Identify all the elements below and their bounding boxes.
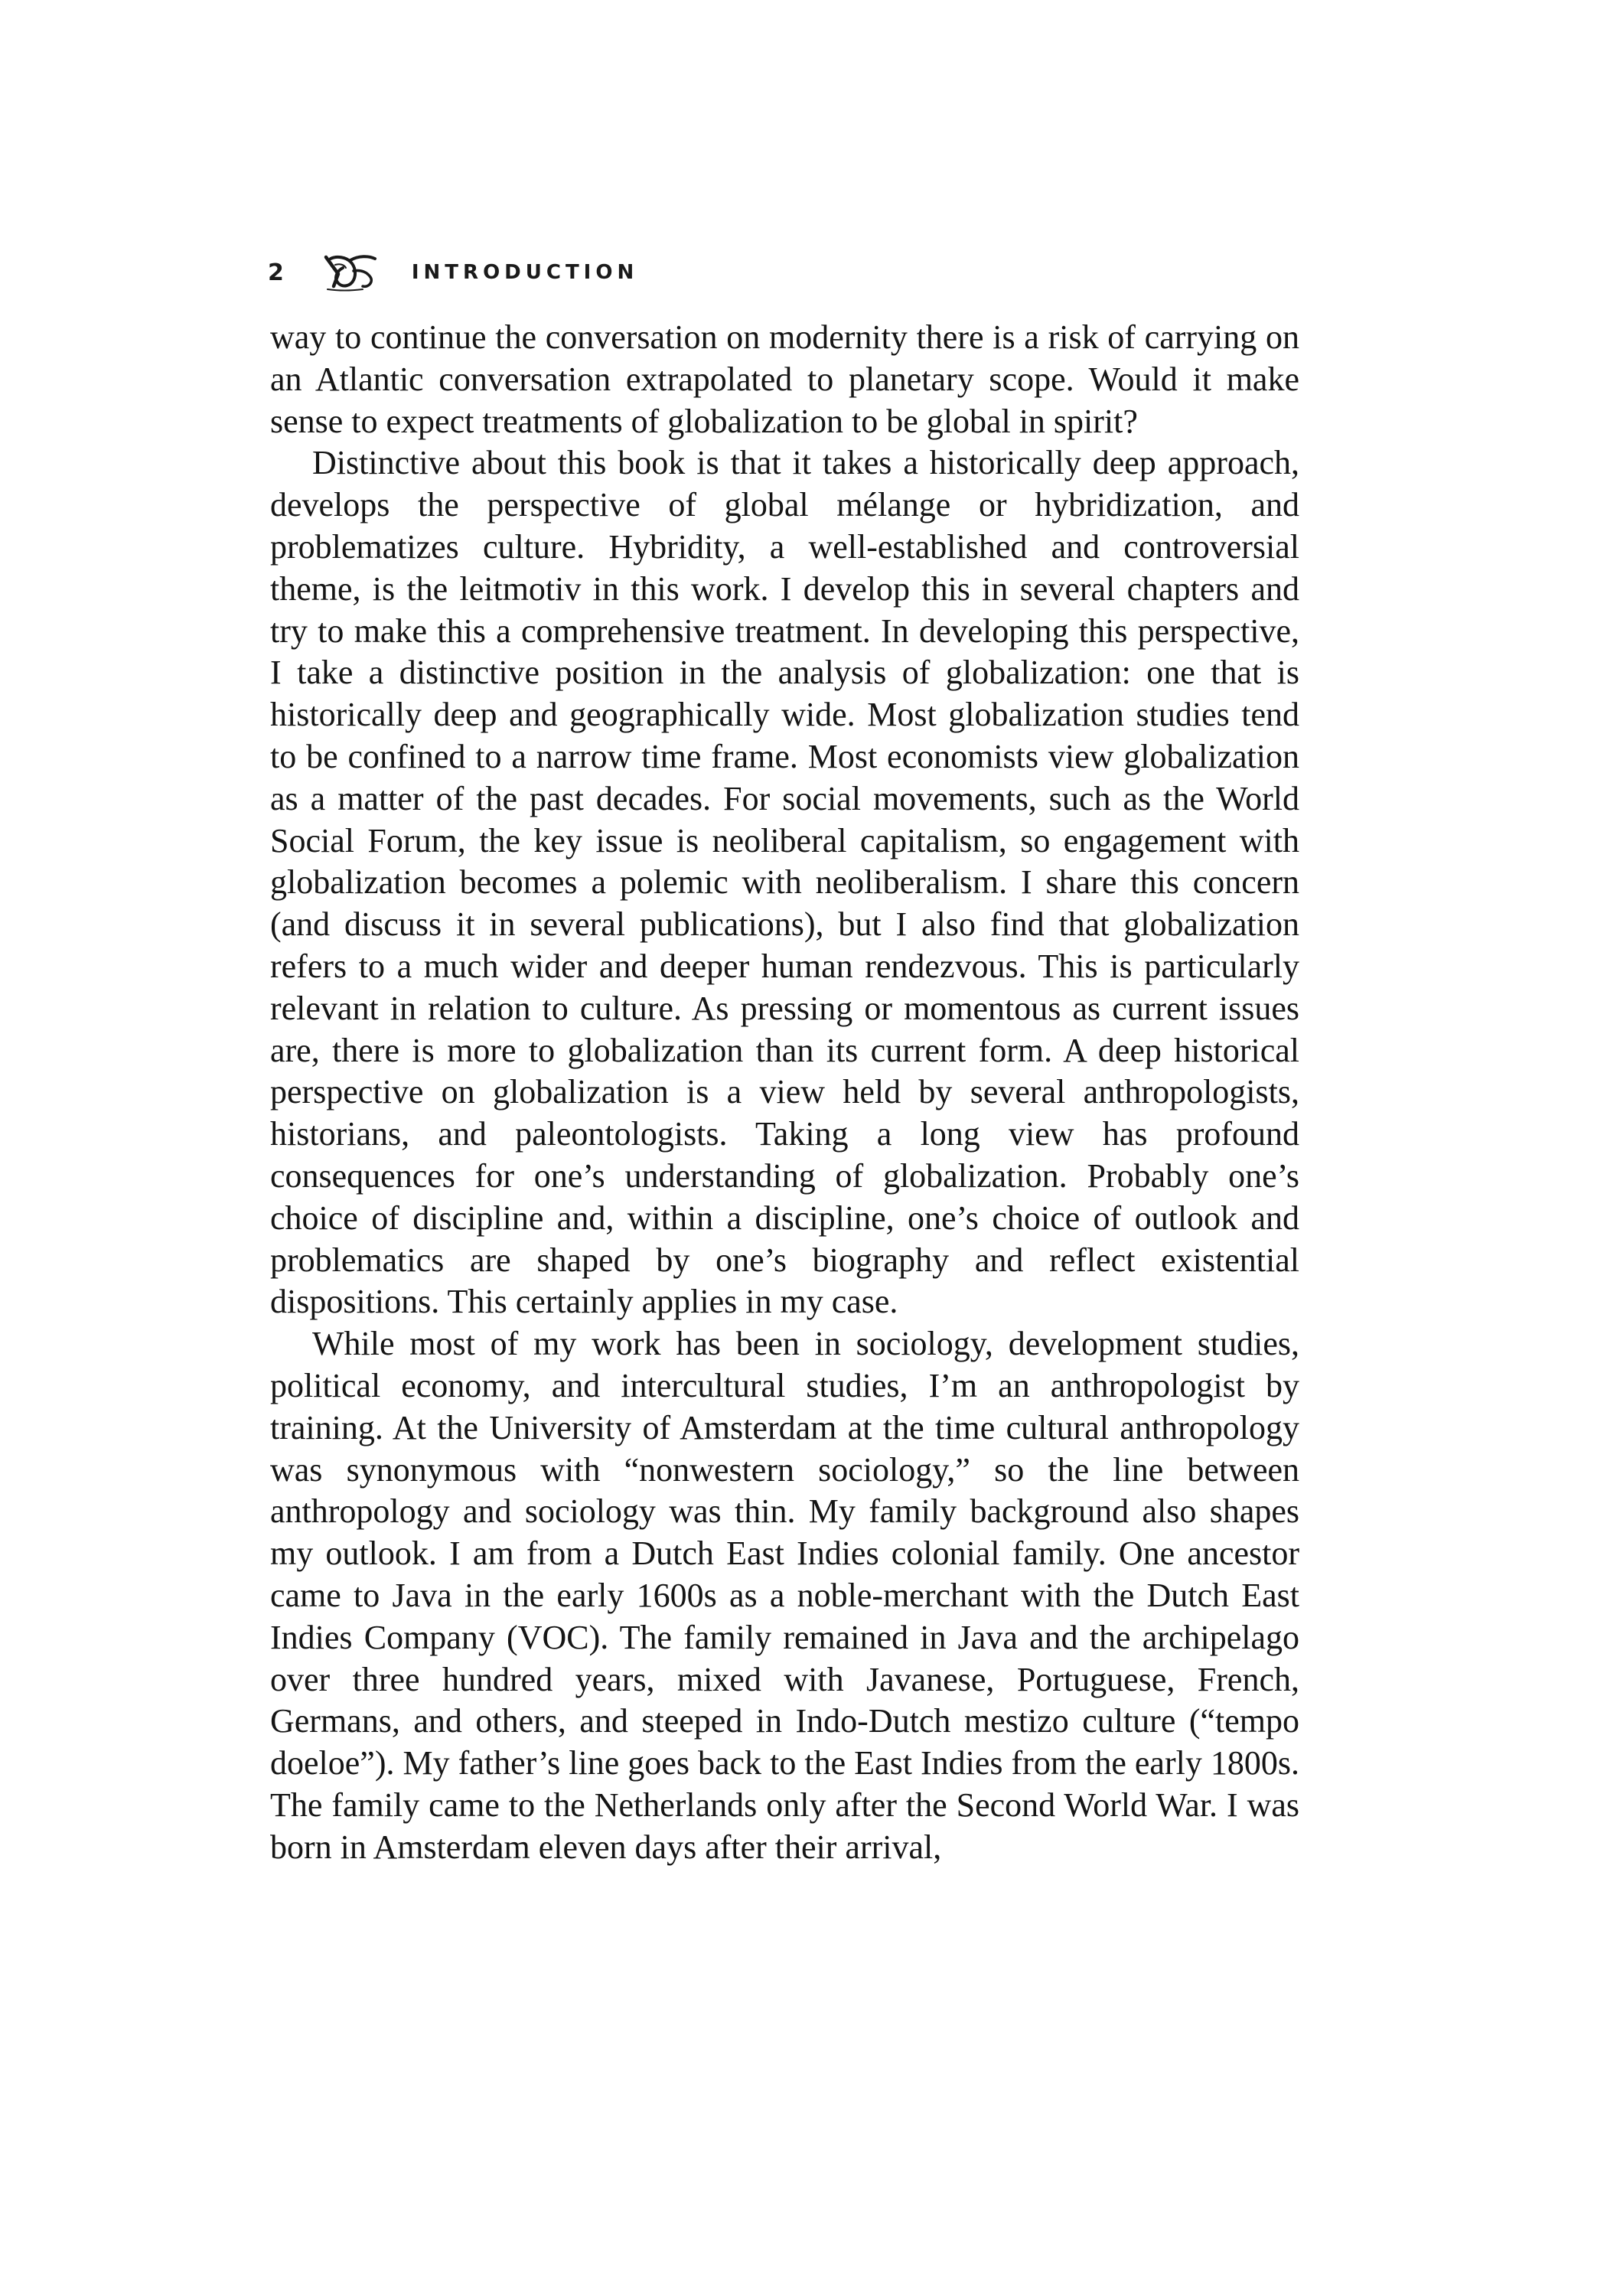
- paragraph-distinctive: Distinctive about this book is that it takes a historically deep approach, develops the perspective of global mélange or hybridization, and problematizes culture. Hybridity, a well-established and controversial theme, is the leitmotiv in this work. I develop this in several chapters and try to make this a comprehensive treatment. In developing this perspective, I take a distinctive position in the analysis of globalization: one that is historically deep and geographically wide. Most globalization studies tend to be confined to a narrow time frame. Most economists view globalization as a matter of the past decades. For social movements, such as the World Social Forum, the key issue is neoliberal capitalism, so engagement with globalization becomes a polemic with neoliberalism. I share this concern (and discuss it in several publications), but I also find that globalization refers to a much wider and deeper human rendezvous. This is particularly relevant in relation to culture. As pressing or momentous as current issues are, there is more to globalization than its current form. A deep historical perspective on globalization is a view held by several anthropologists, historians, and paleontologists. Taking a long view has profound consequences for one’s understanding of globalization. Probably one’s choice of discipline and, within a discipline, one’s choice of outlook and problematics are shaped by one’s biography and reflect existential dispositions. This certainly applies in my case.: [270, 444, 1299, 1321]
- page-number: 2: [268, 259, 285, 286]
- script-ornament-icon: [320, 251, 381, 294]
- running-head: [268, 251, 638, 294]
- paragraph-background: While most of my work has been in sociology, development studies, political economy, and intercultural studies, I’m an anthropologist by training. At the University of Amsterdam at the time cultural anthropology was synonymous with “nonwestern sociology,” so the line between anthropology and sociology was thin. My family background also shapes my outlook. I am from a Dutch East Indies colonial family. One ancestor came to Java in the early 1600s as a noble-merchant with the Dutch East Indies Company (VOC). The family remained in Java and the archipelago over three hundred years, mixed with Javanese, Portuguese, French, Germans, and others, and steeped in Indo-Dutch mestizo culture (“tempo doeloe”). My father’s line goes back to the East Indies from the early 1800s. The family came to the Netherlands only after the Second World War. I was born in Amsterdam eleven days after their arrival,: [270, 1325, 1299, 1866]
- paragraph-continued: way to continue the conversation on modernity there is a risk of carrying on an Atlantic conversation extrapolated to planetary scope. Would it make sense to expect treatments of globalization to be global in spirit?: [270, 318, 1299, 440]
- body-text: [270, 317, 1299, 1868]
- section-title: INTRODUCTION: [411, 261, 639, 284]
